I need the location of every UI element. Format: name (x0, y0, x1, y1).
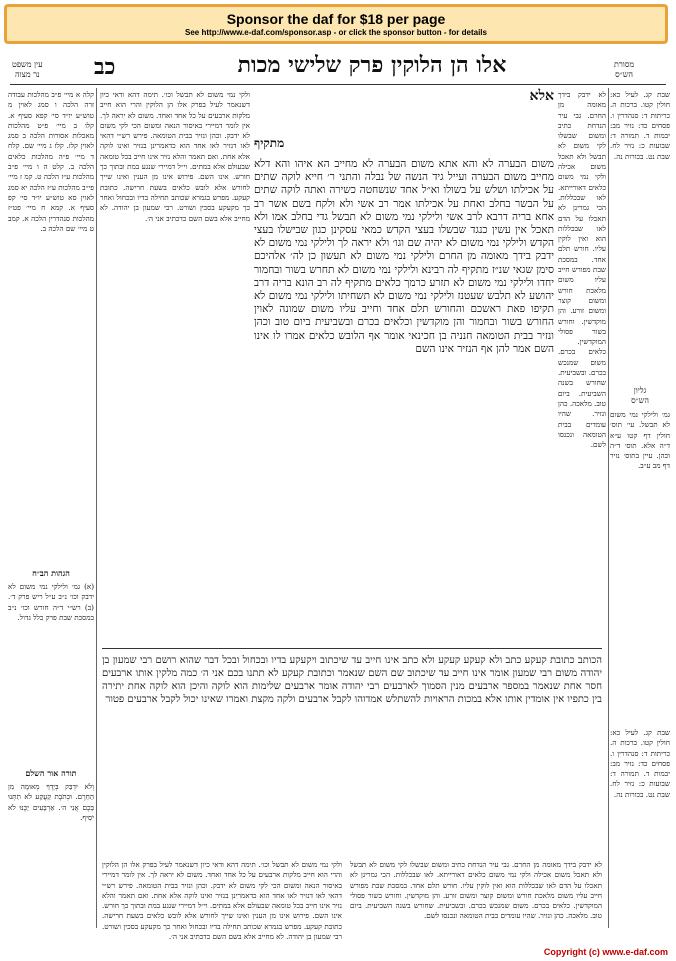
tosafot-commentary: ולקי נמי משום לא תבשל וכו׳. תימה דהא ודאי כיון דשנאמר לעיל בפרק אלו הן הלוקין והרי הוא חייב מלקות ארבעים על כל אחד ואחד. משום לא יראה לך. אין לומר דמיירי באיסור הנאה ומשום הכי לקי משום לא ידבק. וכהן ונזיר בבית הטומאה. פירש רש״י דהאי לאו דנזיר לאו אחד הוא כדאמרינן בנזיר ואינו לוקה אלא אחת. ואם תאמר והלא נזיר אינו חייב בכל טומאה שבעולם אלא במתים. וי״ל דמיירי שנגע במת ובתוך כך חורש. אינו השם. פירוש אינו מן הענין ואינו שייך לחורש אלא לובש כלאים בשעת חרישה. כתובת קעקע. מפרש בגמרא שכותב תחילה בדיו ובכחול ואחר כך מקעקע בסכין ושורט. רבי שמעון בן יהודה. לא מחייב אלא בשם השם כדכתיב אני ה׳. (100, 90, 250, 223)
copyright-link[interactable]: Copyright (c) www.e-daf.com (543, 947, 668, 957)
sponsor-banner[interactable] (4, 4, 668, 44)
sponsor-subtitle[interactable]: See http://www.e-daf.com/sponsor.asp - or click the sponsor button - for details (185, 28, 487, 37)
gemara-text: משום הבערה לא והא אתא משום הבערה לא מחייב הא איהו והא דלא מחייב משום הבערה ועייל גיד הנשה של נבלה והתני ר׳ חייא לוקה שתים על אכילתו ושלש על בשולו וא״ל אחד שנשחטה כשירה ואתה לוקה שתים על הבשר בחלב ואחת על אכילתו אמר רב אשי ולא ולקח בשם אשר רב אחא בריה דרבא לרב אשי ולילקי נמי משום לא תבשל גדי בחלב אמו ולא תאכל אין עשין כנגד שבשלו בעצי הקדש כמאי עסקינן כגון שבישלו בעצי הקדש ולילקי נמי משום לא יהיה שם וגו׳ ולא יראה לך ולילקי נמי משום לא ידבק בידך מאומה מן החרם ולילקי נמי משום לא תעשון כן לה׳ אלהיכם סימן שגאי שנ״ז מתקיף לה רבינא ולילקי נמי משום לא תחרש בשור ובחמור יחדו ולילקי נמי משום לא תזרע כרמך כלאים מתקיף לה רב הונא בריה דרב יהושע לא תלבש שעטנז ולילקי נמי משום לא תשחיתו ולילקי נמי משום לא תקיפו פאת ראשכם והחורש תלם אחד וחייב עליו משום שמונה לאוין החורש בשור ובחמור והן מוקדשין וכלאים בכרם ובשביעית ביום טוב וכהן ונזיר בבית הטומאה חנניה בן חכינאי אומר אף הלובש כלאים אמרו לו אינו השם אמר להן אף הנזיר אינו השם (254, 158, 554, 355)
gilyon-label: גליון הש״ס (631, 386, 649, 405)
gemara-block (254, 88, 554, 648)
mishna-text: הכותב כתובת קעקע כתב ולא קעקע קעקע ולא כתב אינו חייב עד שיכתוב ויקעקע בדיו ובכחול ובכל דבר שהוא רושם רבי שמעון בן יהודה משום רבי שמעון אומר אינו חייב עד שיכתוב שם השם שנאמר וכתובת קעקע לא תתנו בכם אני ה׳ כמה מלקין אותו ארבעים חסר אחת שנאמר במספר ארבעים מנין הסמוך לארבעים רבי יהודה אומר ארבעים שלימות הוא לוקה והיכן הוא לוקה אחת יתירה בין כתפיו אין אומדין אותו אלא במכות הראויות להשתלש אמדוהו לקבל ארבעים ולקה מקצת ואמרו שאינו יכול לקבל ארבעים פטור (102, 655, 602, 705)
masoret-label: מסורת הש״ס (614, 60, 635, 79)
page-number: כב (94, 54, 116, 80)
ein-mishpat-notes: קלה א מיי׳ פ״ב מהלכות עבודה זרה הלכה ו סמג לאוין מ טוש״ע יו״ד סי׳ קפא סעיף א. קלו ב מיי׳ פ״ט מהלכות מאכלות אסורות הלכה ב סמג לאוין קלז. קלז ג מיי׳ שם. קלח ד מיי׳ פ״ה מהלכות כלאים הלכה ב. קלט ה ו מיי׳ פ״ב מהלכות ע״ז הלכה ט. קמ ז מיי׳ פי״ב מהלכות ע״ז הלכה יא סמג לאוין סא טוש״ע יו״ד סי׳ קפ סעיף א. קמא ח מיי׳ פט״ז מהלכות סנהדרין הלכה א. קמב ט מיי׳ שם הלכה ב. (8, 90, 94, 233)
masoret-notes: שבת קג. לעיל כא: חולין קטו. ברכות ה. כריתות ד: סנהדרין ו. פסחים כד: נזיר מב: יבמות ד. תמורה ד: שבועות כ: נזיר לח. שבת נט. בכורות נה. (610, 90, 670, 161)
left-column-divider (96, 88, 97, 928)
torah-or-label: תורה אור השלם (25, 768, 77, 778)
mishna-label: מתקיף (254, 136, 285, 150)
masoret-continuation: שבת קג. לעיל כא: חולין קטו. ברכות ה. כריתות ד: סנהדרין ו. פסחים כד: נזיר מב: יבמות ד. תמורה ד: שבועות כ: נזיר לח. שבת נט. בכורות נה. (610, 728, 670, 799)
rashi-continuation: לא ידבק בידך מאומה מן החרם. גבי עיר הנדחת כתיב ומשום שבשלו לקי משום לא תבשל ולא תאכל משום אכילה ולקי נמי משום כלאים דאורייתא. לאו שבכללות. הכי גמרינן לא תאכלו על הדם לאו שבכללות הוא ואין לוקין עליו. חורש תלם אחד. במסכת שבת מפורש חייב עליו משום מלאכת חורש ומשום קוצר ומשום זורע. והן מוקדשין. וחורש בשור פסולי המוקדשין. כלאים בכרם. משום שמנכש בכרם. ובשביעית. שחורש בשנה השביעית. ביום טוב. מלאכה. כהן ונזיר. שהיו עומדים בבית הטומאה ונכנסו לשם. (350, 860, 602, 921)
tosafot-continuation: ולקי נמי משום לא תבשל וכו׳. תימה דהא ודאי כיון דשנאמר לעיל בפרק אלו הן הלוקין והרי הוא חייב מלקות ארבעים על כל אחד ואחד. משום לא יראה לך. אין לומר דמיירי באיסור הנאה ומשום הכי לקי משום לא ידבק. וכהן ונזיר בבית הטומאה. פירש רש״י דהאי לאו דנזיר לאו אחד הוא כדאמרינן בנזיר ואינו לוקה אלא אחת. ואם תאמר והלא נזיר אינו חייב בכל טומאה שבעולם אלא במתים. וי״ל דמיירי שנגע במת ובתוך כך חורש. אינו השם. פירוש אינו מן הענין ואינו שייך לחורש אלא לובש כלאים בשעת חרישה. כתובת קעקע. מפרש בגמרא שכותב תחילה בדיו ובכחול ואחר כך מקעקע בסכין ושורט. רבי שמעון בן יהודה. לא מחייב אלא בשם השם כדכתיב אני ה׳. (102, 860, 342, 942)
torah-or-text: וְלֹא יִדְבַּק בְּיָדְךָ מְאוּמָה מִן הַחֵרֶם. וּכְתֹבֶת קַעֲקַע לֹא תִתְּנוּ בָּכֶם אֲנִי ה׳. אַרְבָּעִים יַכֶּנּוּ לֹא יֹסִיף. (8, 782, 94, 822)
lower-divider (102, 648, 602, 649)
hagahot-text: (א) גמ׳ ולילקי נמי משום לא ידבק וכו׳ נ״ב ע״ל ריש פרק ד׳. (ב) רש״י ד״ה חורש וכו׳ נ״ב במסכת שבת פרק כלל גדול. (8, 582, 94, 622)
gilyon-text: גמ׳ ולילקי נמי משום לא תבשל. עי׳ תוס׳ חולין דף קטו ע״א ד״ה אלא. תוס׳ ד״ה וכהן. עיין בתוס׳ נזיר דף מב ע״ב. (610, 410, 670, 471)
opening-word: אלא (529, 88, 554, 104)
rashi-commentary: לא ידבק בידך מאומה מן החרם. גבי עיר הנדחת כתיב ומשום שבשלו לקי משום לא תבשל ולא תאכל משום אכילה ולקי נמי משום כלאים דאורייתא. לאו שבכללות. הכי גמרינן לא תאכלו על הדם לאו שבכללות הוא ואין לוקין עליו. חורש תלם אחד. במסכת שבת מפורש חייב עליו משום מלאכת חורש ומשום קוצר ומשום זורע. והן מוקדשין. וחורש בשור פסולי המוקדשין. כלאים בכרם. משום שמנכש בכרם. ובשביעית. שחורש בשנה השביעית. ביום טוב. מלאכה. כהן ונזיר. שהיו עומדים בבית הטומאה ונכנסו לשם. (558, 90, 606, 450)
hagahot-label: הגהות הב״ח (32, 568, 70, 578)
talmud-page (2, 48, 674, 943)
header-divider (10, 84, 666, 85)
sponsor-title[interactable]: Sponsor the daf for $18 per page (226, 11, 446, 27)
right-column-divider (608, 88, 609, 928)
ein-mishpat-label: עין משפט נר מצוה (12, 60, 43, 79)
running-title: אלו הן הלוקין פרק שלישי מכות (237, 52, 507, 78)
